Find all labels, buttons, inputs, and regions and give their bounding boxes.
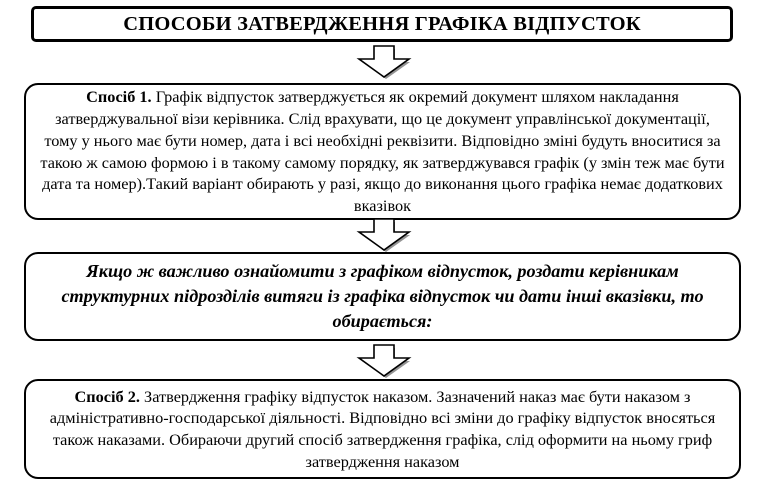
condition-text: Якщо ж важливо ознайомити з графіком відпусток, роздати керівникам структурних підрозділів витяги із графіка відпусток чи дати інші вказівки, то обирається: [61, 261, 704, 331]
down-arrow-icon [356, 219, 412, 252]
condition-box [24, 252, 741, 341]
down-arrow-icon [356, 46, 412, 79]
step1-paragraph [39, 86, 726, 217]
step2-paragraph [37, 386, 728, 473]
title-box [31, 6, 733, 42]
step2-box [24, 379, 741, 479]
step1-body: Графік відпусток затверджується як окремий документ шляхом накладання затверджувальної візи керівника. Слід врахувати, що це документ управлінської документації, тому у нього має бути номер, дата і всі необхідні реквізити. Відповідно зміні будуть вноситися за такою ж самою формою і в такому самому порядку, як затверджувався графік (у змін теж має бути дата та номер).Такий варіант обирають у разі, якщо до виконання цього графіка немає додаткових вказівок [40, 87, 725, 215]
step2-label: Спосіб 2. [74, 386, 140, 406]
step1-label: Спосіб 1. [86, 87, 152, 107]
title-text: СПОСОБИ ЗАТВЕРДЖЕННЯ ГРАФІКА ВІДПУСТОК [123, 12, 641, 35]
down-arrow-icon [356, 345, 412, 378]
step1-box [24, 83, 741, 220]
step2-body: Затвердження графіку відпусток наказом. Зазначений наказ має бути наказом з адміністративно-господарської діяльності. Відповідно всі зміни до графіку відпусток вносяться також наказами. Обираючи другий спосіб затвердження графіка, слід оформити на ньому гриф затвердження наказом [49, 386, 716, 471]
